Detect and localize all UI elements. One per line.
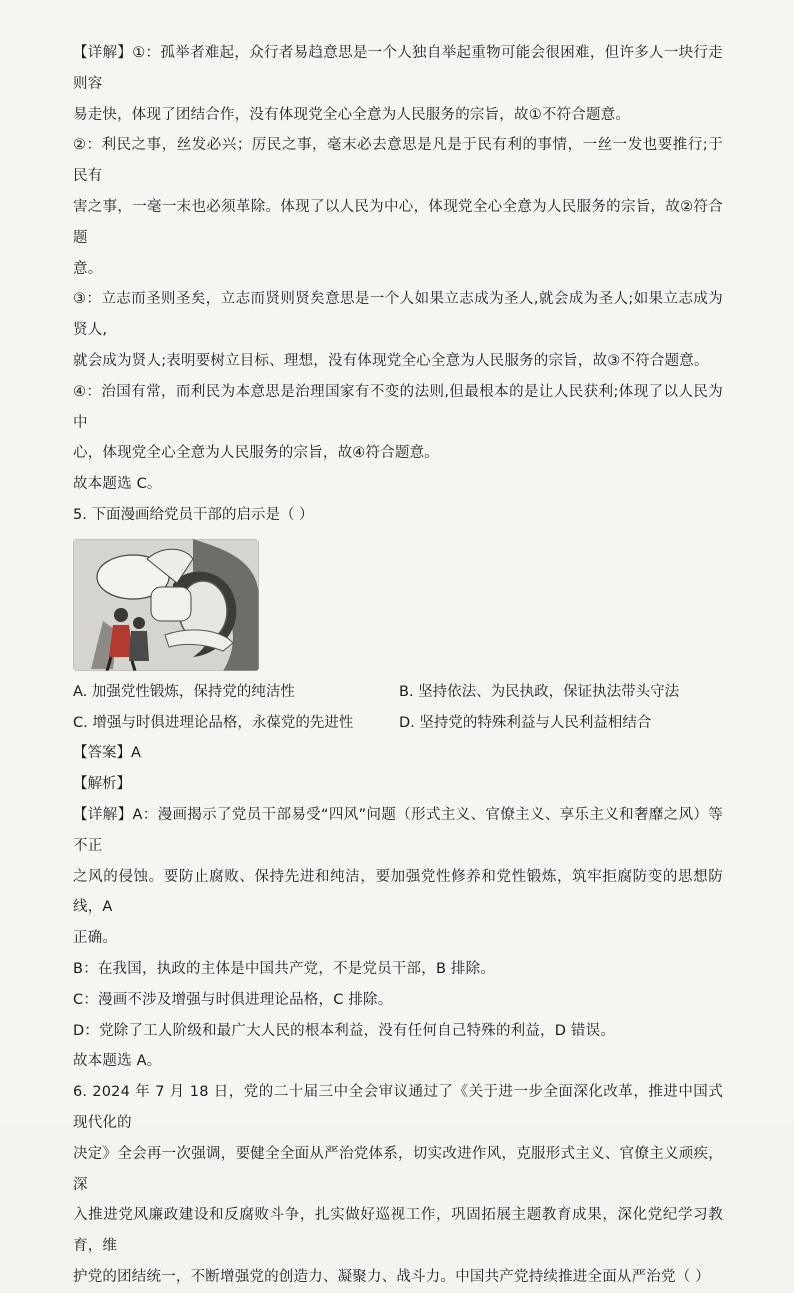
cartoon-image (73, 539, 259, 671)
detail-line-4: B：在我国，执政的主体是中国共产党，不是党员干部，B 排除。 (73, 960, 496, 977)
option-b: B. 坚持依法、为民执政，保证执法带头守法 (399, 683, 680, 700)
explain-line-3: ②：利民之事，丝发必兴；厉民之事，毫末必去意思是凡是于民有利的事情，一丝一发也要推行;于民有 (73, 137, 723, 185)
explain-line-4: 害之事，一毫一末也必须革除。体现了以人民为中心，体现党全心全意为人民服务的宗旨，故②符合题 (73, 198, 723, 246)
detail-line-6: D：党除了工人阶级和最广大人民的根本利益，没有任何自己特殊的利益，D 错误。 (73, 1022, 616, 1039)
option-d: D. 坚持党的特殊利益与人民利益相结合 (399, 714, 652, 731)
question-6-line-4: 护党的团结统一，不断增强党的创造力、凝聚力、战斗力。中国共产党持续推进全面从严治党（ ） (73, 1268, 710, 1285)
explain-line-2: 易走快，体现了团结合作，没有体现党全心全意为人民服务的宗旨，故①不符合题意。 (73, 106, 631, 123)
detail-line-1: 【详解】A：漫画揭示了党员干部易受“四风”问题（形式主义、官僚主义、享乐主义和奢靡之风）等不正 (73, 806, 723, 854)
document-content (73, 38, 723, 1293)
explain-line-7: 就会成为贤人;表明要树立目标、理想，没有体现党全心全意为人民服务的宗旨，故③不符合题意。 (73, 352, 709, 369)
detail-line-5: C：漫画不涉及增强与时俱进理论品格，C 排除。 (73, 991, 393, 1008)
analysis-tag: 【解析】 (73, 776, 131, 793)
explain-line-6: ③：立志而圣则圣矣，立志而贤则贤矣意思是一个人如果立志成为圣人,就会成为圣人;如果立志成为贤人, (73, 291, 723, 339)
question-6-line-2: 决定》全会再一次强调，要健全全面从严治党体系，切实改进作风，克服形式主义、官僚主义顽疾，深 (73, 1145, 723, 1193)
explain-line-5: 意。 (73, 260, 103, 277)
detail-line-3: 正确。 (73, 930, 118, 947)
detail-line-7: 故本题选 A。 (73, 1053, 162, 1070)
explain-line-9: 心，体现党全心全意为人民服务的宗旨，故④符合题意。 (73, 445, 439, 462)
option-a: A. 加强党性锻炼，保持党的纯洁性 (73, 683, 295, 700)
question-5: 5. 下面漫画给党员干部的启示是（ ） (73, 506, 314, 523)
question-6-line-3: 入推进党风廉政建设和反腐败斗争，扎实做好巡视工作，巩固拓展主题教育成果，深化党纪学习教育，维 (73, 1207, 723, 1255)
option-c: C. 增强与时俱进理论品格，永葆党的先进性 (73, 714, 354, 731)
explain-line-1: 【详解】①：孤举者难起，众行者易趋意思是一个人独自举起重物可能会很困难，但许多人一块行走则容 (73, 45, 723, 92)
cartoon-drawing (73, 539, 259, 671)
question-6-line-1: 6. 2024 年 7 月 18 日，党的二十届三中全会审议通过了《关于进一步全面深化改革，推进中国式现代化的 (73, 1084, 723, 1131)
options-grid (73, 677, 723, 739)
explain-line-8: ④：治国有常，而利民为本意思是治理国家有不变的法则,但最根本的是让人民获利;体现了以人民为中 (73, 383, 723, 431)
conclusion-line: 故本题选 C。 (73, 476, 162, 493)
answer-tag: 【答案】A (73, 745, 141, 762)
detail-line-2: 之风的侵蚀。要防止腐败、保持先进和纯洁，要加强党性修养和党性锻炼，筑牢拒腐防变的思想防线，A (73, 868, 723, 916)
